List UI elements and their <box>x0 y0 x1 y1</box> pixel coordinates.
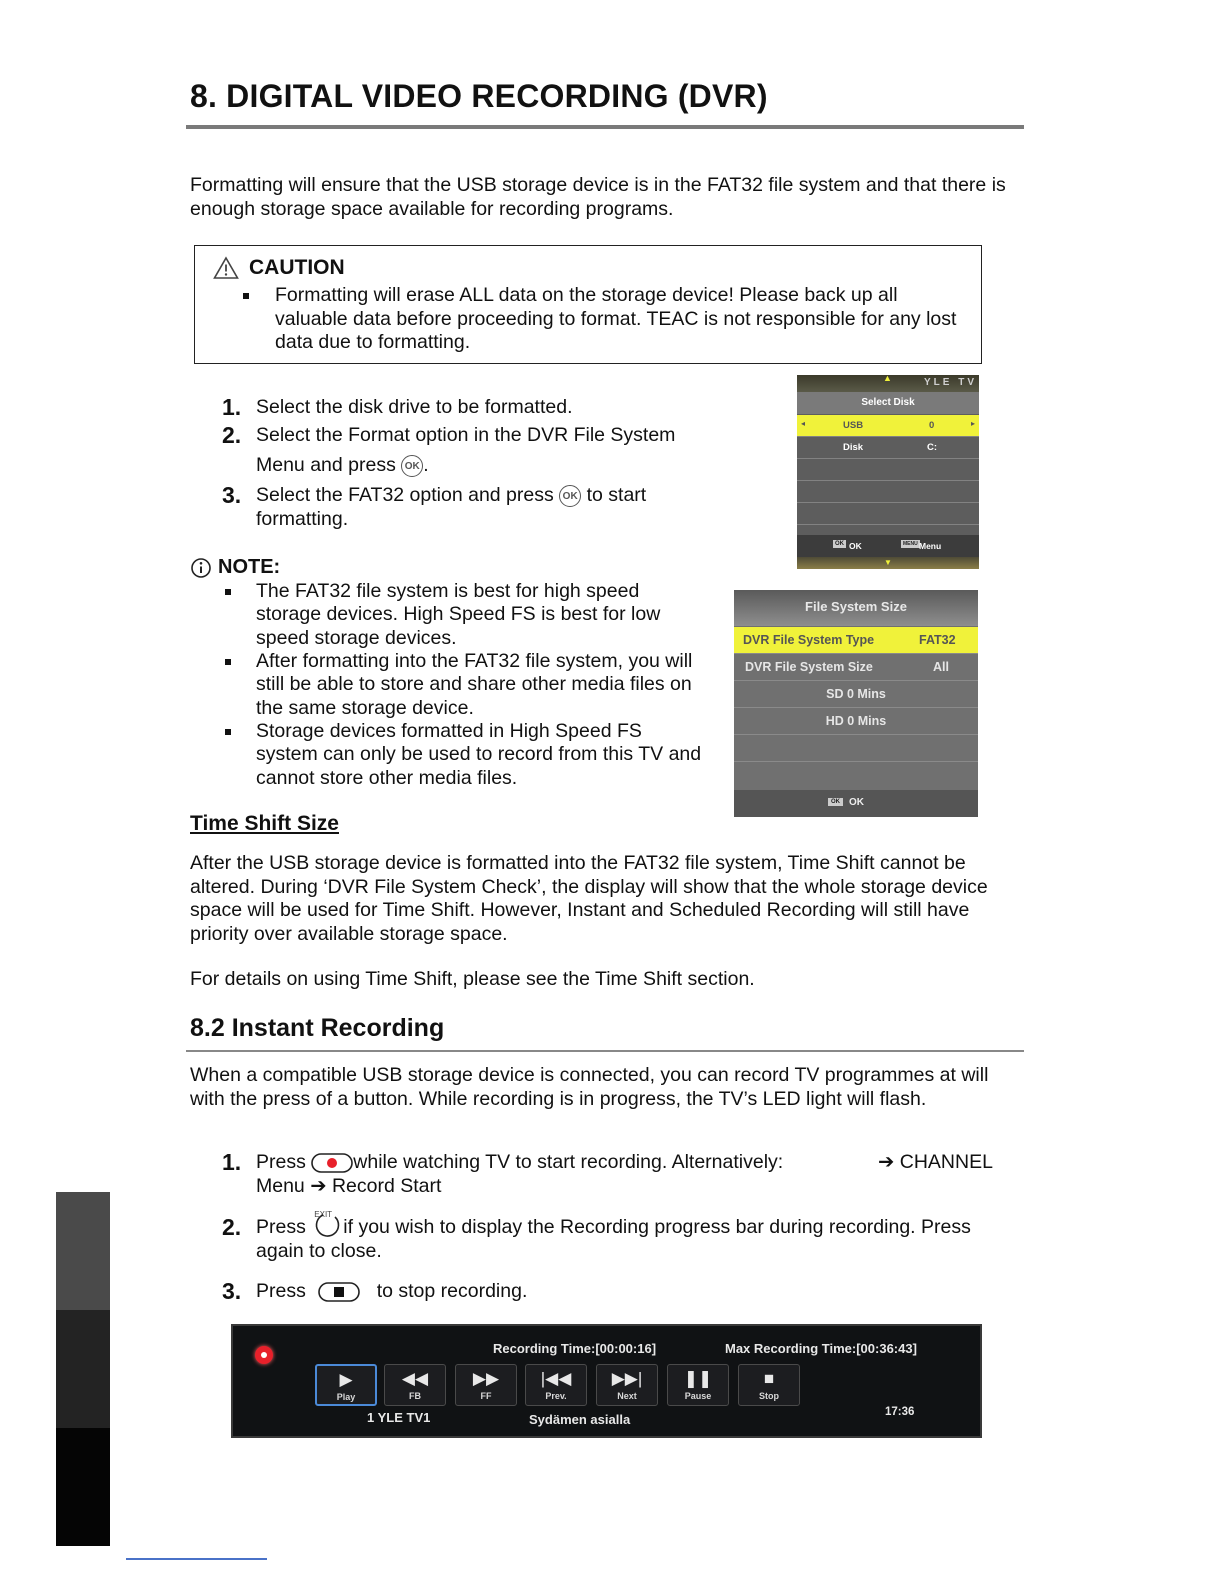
time-shift-reference: For details on using Time Shift, please see the Time Shift section. <box>190 968 755 990</box>
empty-row <box>797 503 979 525</box>
time-shift-heading: Time Shift Size <box>190 812 339 835</box>
page-title: 8. DIGITAL VIDEO RECORDING (DVR) <box>190 78 768 114</box>
file-system-size-screen <box>734 590 978 817</box>
empty-row <box>797 481 979 503</box>
chapter-tab-grey <box>56 1192 110 1310</box>
step-text-part: to start <box>586 484 647 506</box>
ok-button-icon: OK <box>401 455 423 477</box>
button-label: Prev. <box>545 1391 567 1401</box>
disk-row-disk <box>797 437 979 459</box>
step-text-part: while watching TV to start recording. Alternatively: <box>353 1151 784 1173</box>
info-icon <box>190 557 212 579</box>
pause-button[interactable] <box>667 1364 729 1406</box>
step-text-line2: again to close. <box>256 1240 382 1262</box>
stop-icon: ■ <box>763 1369 775 1388</box>
play-button[interactable] <box>315 1364 377 1406</box>
row-value: All <box>933 660 949 674</box>
sd-mins-row: SD 0 Mins <box>734 681 978 708</box>
fast-forward-button[interactable] <box>455 1364 517 1406</box>
caution-text: Formatting will erase ALL data on the storage device! Please back up all valuable data before proceeding to format. TEAC is not responsible for any lost data due to formatting. <box>275 284 957 353</box>
select-disk-screen <box>797 375 979 569</box>
chapter-tab-dark <box>56 1310 110 1428</box>
fast-backward-button[interactable] <box>384 1364 446 1406</box>
stop-button[interactable] <box>738 1364 800 1406</box>
button-label: Stop <box>759 1391 779 1401</box>
row-value: C: <box>927 442 938 453</box>
button-label: FB <box>409 1391 421 1401</box>
channel-name: 1 YLE TV1 <box>367 1410 431 1425</box>
button-label: Next <box>617 1391 637 1401</box>
row-label: DVR File System Size <box>745 660 873 674</box>
menu-key-icon: MENU <box>903 541 918 547</box>
note-bullet-2: After formatting into the FAT32 file system, you will still be able to store and share other media files on the same storage device. <box>256 650 693 719</box>
step-text: Select the disk drive to be formatted. <box>256 396 573 418</box>
fast-backward-icon: ◀◀ <box>401 1369 429 1388</box>
step-text-line2 <box>256 450 429 480</box>
fs-type-row <box>734 627 978 654</box>
chapter-tab-black <box>56 1428 110 1546</box>
button-label: FF <box>480 1391 492 1401</box>
up-arrow-icon: ▲ <box>883 375 892 383</box>
row-label: DVR File System Type <box>743 633 875 647</box>
max-recording-time: Max Recording Time:[00:36:43] <box>725 1341 917 1356</box>
step-text-part: Select the FAT32 option and press <box>256 484 554 506</box>
step-number: 3. <box>222 1278 242 1304</box>
step-text-part: Press <box>256 1280 306 1302</box>
footer-rule <box>126 1558 267 1560</box>
step-number: 3. <box>222 482 242 508</box>
empty-row <box>734 762 978 788</box>
record-step-1 <box>222 1147 1022 1203</box>
screen-title: Select Disk <box>797 392 979 414</box>
format-step-2 <box>222 420 742 480</box>
previous-icon: |◀◀ <box>540 1369 572 1388</box>
screen-footer <box>734 790 978 817</box>
record-indicator-icon <box>255 1346 273 1364</box>
record-step-2 <box>222 1209 1022 1268</box>
bullet-marker <box>225 659 231 665</box>
note-bullet-3: Storage devices formatted in High Speed FS system can only be used to record from this TV and cannot store other media files. <box>256 720 702 789</box>
empty-row <box>734 735 978 762</box>
step-text: Select the Format option in the DVR File System <box>256 424 676 446</box>
note-bullet-1: The FAT32 file system is best for high speed storage devices. High Speed FS is best for low speed storage devices. <box>256 580 661 649</box>
step-text-part: if you wish to display the Recording progress bar during recording. Press <box>343 1216 971 1238</box>
row-value: 0 <box>929 420 935 431</box>
note-heading <box>190 556 280 579</box>
exit-label: EXIT <box>314 1209 333 1219</box>
disk-row-usb <box>797 415 979 437</box>
program-name: Sydämen asialla <box>529 1412 631 1427</box>
next-button[interactable] <box>596 1364 658 1406</box>
fast-forward-icon: ▶▶ <box>472 1369 500 1388</box>
channel-menu-path: ➔ CHANNEL <box>878 1151 993 1173</box>
row-label: Disk <box>843 442 864 453</box>
footer-ok-label: OK <box>849 797 864 808</box>
bullet-marker <box>225 589 231 595</box>
step-number: 1. <box>222 1149 242 1175</box>
button-label: Play <box>336 1392 356 1402</box>
format-step-3 <box>222 480 742 540</box>
screen-top-strip <box>797 375 979 392</box>
empty-row <box>797 459 979 481</box>
row-label: USB <box>843 420 864 431</box>
ok-button-icon: OK <box>559 485 581 507</box>
fs-size-row <box>734 654 978 681</box>
ok-key-icon: OK <box>828 798 843 806</box>
ok-key-icon: OK <box>835 541 844 547</box>
caution-box <box>194 245 982 364</box>
instant-intro: When a compatible USB storage device is connected, you can record TV programmes at will with the press of a button. While recording is in progress, the TV’s LED light will flash. <box>190 1064 989 1110</box>
row-value: FAT32 <box>919 633 956 647</box>
right-arrow-icon: ▸ <box>970 419 975 428</box>
title-divider <box>186 125 1024 129</box>
channel-logo: YLE TV <box>923 377 977 388</box>
step-number: 2. <box>222 1214 242 1240</box>
caution-heading <box>213 256 345 280</box>
bullet-marker <box>243 293 249 299</box>
stop-button-icon <box>311 1281 363 1303</box>
step-text-part: to stop recording. <box>376 1280 528 1302</box>
step-text-part: . <box>423 454 429 476</box>
section-heading: 8.2 Instant Recording <box>190 1014 445 1042</box>
time-shift-paragraph: After the USB storage device is formatted into the FAT32 file system, Time Shift cannot be altered. During ‘DVR File System Check’, the display will show that the whole storage device space will be used for Time Shift. However, Instant and Scheduled Recording will still have priority over available storage space. <box>190 852 988 945</box>
next-icon: ▶▶| <box>611 1369 643 1388</box>
step-text <box>256 1276 527 1306</box>
caution-label: CAUTION <box>249 256 345 279</box>
clock: 17:36 <box>885 1406 915 1418</box>
button-label: Pause <box>684 1391 712 1401</box>
footer-ok-label: OK <box>849 541 862 551</box>
step-number: 2. <box>222 422 242 448</box>
previous-button[interactable] <box>525 1364 587 1406</box>
pause-icon: ❚❚ <box>683 1369 713 1388</box>
recording-time: Recording Time:[00:00:16] <box>493 1341 657 1356</box>
left-arrow-icon: ◂ <box>801 419 806 428</box>
screen-title: File System Size <box>734 590 978 626</box>
bullet-marker <box>225 729 231 735</box>
footer-menu-label: Menu <box>919 541 942 551</box>
down-arrow-icon: ▼ <box>797 557 979 569</box>
step-text-part: Press <box>256 1216 306 1238</box>
step-text-part: Menu and press <box>256 454 396 476</box>
step-number: 1. <box>222 394 242 420</box>
warning-icon <box>213 256 239 280</box>
section-divider <box>186 1050 1024 1052</box>
recording-progress-bar <box>231 1324 982 1438</box>
step-text-line2: formatting. <box>256 508 349 530</box>
hd-mins-row: HD 0 Mins <box>734 708 978 735</box>
intro-paragraph: Formatting will ensure that the USB storage device is in the FAT32 file system and that there is enough storage space available for recording programs. <box>190 174 1006 220</box>
step-text-part: Press <box>256 1151 306 1173</box>
note-label: NOTE: <box>218 556 281 578</box>
screen-footer <box>797 535 979 557</box>
play-icon: ▶ <box>339 1370 353 1389</box>
step-text-line2: Menu ➔ Record Start <box>256 1175 442 1197</box>
